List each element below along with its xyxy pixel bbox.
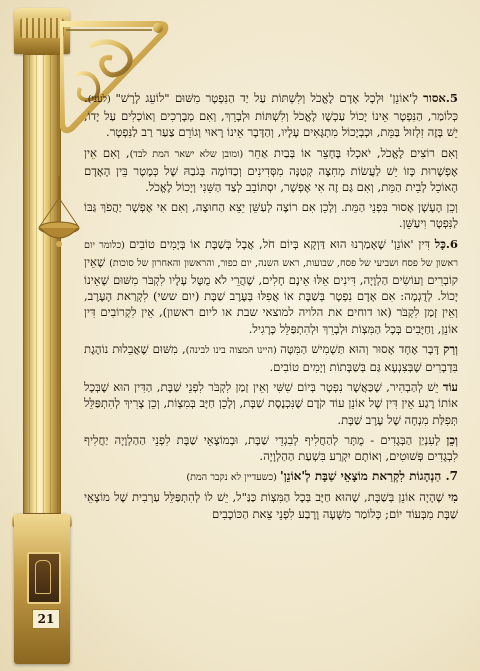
paragraph-6c xyxy=(84,379,458,428)
paragraph-number: 5. xyxy=(445,91,458,105)
paragraph-note: (כלומר יום ראשון של פסח ושביעי של פסח, שבועות, ראש השנה, יום כפור, והראשון והאחרון של סוכות) xyxy=(84,239,458,269)
paragraph-lead: כָּל xyxy=(434,236,446,251)
paragraph-5c xyxy=(84,199,458,231)
paragraph-text-cont: . כְּלוֹמַר, הַנִּפְטָר אֵינוֹ יָכוֹל עַכְשָׁו לֶאֱכֹל וְלִשְׁתּוֹת וּלְבָרֵךְ, וְאִם מְבָרְכִים וְאוֹכְלִים עַל יָדוֹ, יֵשׁ בָּזֶה זִלְזוּל בַּמֵּת, וּכְבְיָכוֹל מִתְגָּאִים עָלָיו, וְהַדָּבָר אֵינוֹ רָאוּי וְגוֹרֵם צַעַר רַב לַנִּפְטָר. xyxy=(84,91,458,140)
paragraph-text: לְ'אוֹנֵן' וּלְכָל אָדָם לֶאֱכֹל וְלִשְׁתּוֹת עַל יַד הַנִּפְטָר מִשּׁוּם "לוֹעֵג לָרָשׁ" xyxy=(115,91,424,105)
paragraph-text: לְעִנְיַן הַבְּגָדִים - מֻתָּר לְהַחֲלִיף לְבִגְדֵי שַׁבָּת, וּבְמוֹצָאֵי שַׁבָּת לִפְנֵי הַהַלְוָיָה יַחֲלִיף לִבְגָדִים פְּשׁוּטִים, וְאוֹתָם יִקְרַע בִּשְׁעַת הַהַלְוָיָה. xyxy=(84,432,458,464)
paragraph-text-cont: , מִשּׁוּם שֶׁאֲבֵלוּת נוֹהֶגֶת בִּדְבָרִים שֶׁבְּצִנְעָא גַּם בְּשַׁבָּתוֹת וְיָמִים טוֹבִים. xyxy=(84,341,458,375)
paragraph-text: דִּין 'אוֹנֵן' שֶׁאָמַרְנוּ הוּא דַּוְקָא בְּיוֹם חֹל, אֲבָל בְּשַׁבָּת אוֹ בְּיָמִים טוֹבִים xyxy=(129,236,435,251)
paragraph-note: (היינו המצוה בינו לבינה) xyxy=(185,344,281,356)
paragraph-5 xyxy=(84,90,458,141)
paragraph-text-cont: שֶׁאֵין קוֹבְרִים וְעוֹשִׂים הַלְוָיָה, דִּינִים אֵלּוּ אֵינָם חָלִים, שֶׁהֲרֵי לֹא מֻטָּל עָלָיו לִקְבֹּר מִשּׁוּם שֶׁאֵינוֹ יָכוֹל. לְדֻגְמָה: אִם אָדָם נִפְטָר בְּשַׁבָּת אוֹ אֲפִלּוּ בְּעֶרֶב שַׁבָּת (יום ששי) לִקְרַאת הָעֶרֶב, וְאֵין זְמַן לִקְבֹּר (או דוחים את הלויה למוצאי שבת או ליום ראשון), אֵין לִקְרוֹבִים דִּין אוֹנֵן, וַחַיָּבִים בְּכָל הַמִּצְוֹת וּלְבָרֵךְ וּלְהִתְפַּלֵּל כָּרָגִיל. xyxy=(84,254,458,336)
column-panel xyxy=(27,552,61,604)
section-7-title xyxy=(84,468,458,486)
paragraph-lead: וְרַק xyxy=(443,341,458,356)
paragraph-note: (ומובן שלא ישאר המת לבד) xyxy=(129,148,249,160)
paragraph-lead: עוֹד xyxy=(442,380,458,395)
paragraph-6 xyxy=(84,236,458,337)
paragraph-lead: וְכֵן xyxy=(446,432,458,447)
paragraph-text: דָּבָר אֶחָד אָסוּר וְהוּא תַּשְׁמִישׁ הַמִּטָּה xyxy=(280,341,444,356)
paragraph-note: (לעני) xyxy=(87,94,116,105)
paragraph-text: שֶׁהָיָה אוֹנֵן בְּשַׁבָּת, שֶׁהוּא חַיָּב בְּכָל הַמִּצְוֹת כַּנַּ"ל, יֵשׁ לוֹ לְהִתְפַּלֵּל עַרְבִית שֶׁל מוֹצָאֵי שַׁבָּת מִבְּעוֹד יוֹם; כְּלוֹמַר מִשָּׁעָה וָרֶבַע לִפְנֵי צֵאת הַכּוֹכָבִים xyxy=(84,490,458,521)
paragraph-text: וְאִם רוֹצִים לֶאֱכֹל, יֹאכְלוּ בֶּחָצֵר אוֹ בְּבַיִת אַחֵר xyxy=(248,145,458,160)
paragraph-text-cont: , וְאִם אֵין אֶפְשָׁרוּת כָּזוֹ יֵשׁ לַעֲשׂוֹת מְחִצָּה קְטַנָּה מִסְּדִינִים וְכַדּוֹמֶה בְּגֹבַהּ שֶׁל כְּמֶטֶר בֵּין הָאָדָם הָאוֹכֵל לְבֵית הַמֵּת, וְאִם גַּם זֶה אִי אֶפְשָׁר, יִסְתּוֹבֵב לְצַד הַשֵּׁנִי וְיָכוֹל לֶאֱכֹל. xyxy=(84,145,458,195)
paragraph-lead: מִי xyxy=(448,490,458,505)
paragraph-7 xyxy=(84,489,458,521)
paragraph-6b xyxy=(84,341,458,375)
hanging-lamp-icon xyxy=(34,176,84,256)
page-number: 21 xyxy=(32,609,60,629)
text-block xyxy=(84,90,458,526)
paragraph-5b xyxy=(84,145,458,196)
paragraph-lead: אסור xyxy=(423,91,446,105)
section-title-note: (כשעדיין לא נקבר המת) xyxy=(186,472,280,484)
section-title-text: 7. הַנְהָגוֹת לִקְרַאת מוֹצָאֵי שַׁבָּת לְ'אוֹנֵן' xyxy=(279,469,458,484)
paragraph-text: יֵשׁ לְהַבְהִיר, שֶׁכַּאֲשֶׁר נִפְטָר בְּיוֹם שִׁשִּׁי וְאֵין זְמַן לִקְבֹּר לִפְנֵי שַׁבָּת, הַדִּין הוּא שֶׁבְּכָל אוֹתוֹ רֶגַע אֵין דִּין שֶׁל אוֹנֵן עוֹד קֹדֶם שֶׁנִּכְנֶסֶת שַׁבָּת, וְלָכֵן חַיָּב בְּמִצְוֹת, וְכֵן צָרִיךְ לְהִתְפַּלֵּל תְּפִלַּת מִנְחָה שֶׁל עֶרֶב שַׁבָּת. xyxy=(84,380,458,427)
column-shaft xyxy=(23,54,61,514)
paragraph-text: וְכֵן הֶעָשָׁן אָסוּר בִּפְנֵי הַמֵּת. וְלָכֵן אִם רוֹצֶה לְעַשֵּׁן יֵצֵא הַחוּצָה, וְאִם אִי אֶפְשָׁר יַהֲפֹךְ גַּבּוֹ לַנִּפְטָר וִיעַשֵּׁן. xyxy=(84,200,458,231)
paragraph-number: 6. xyxy=(445,236,458,251)
paragraph-6d xyxy=(84,432,458,464)
